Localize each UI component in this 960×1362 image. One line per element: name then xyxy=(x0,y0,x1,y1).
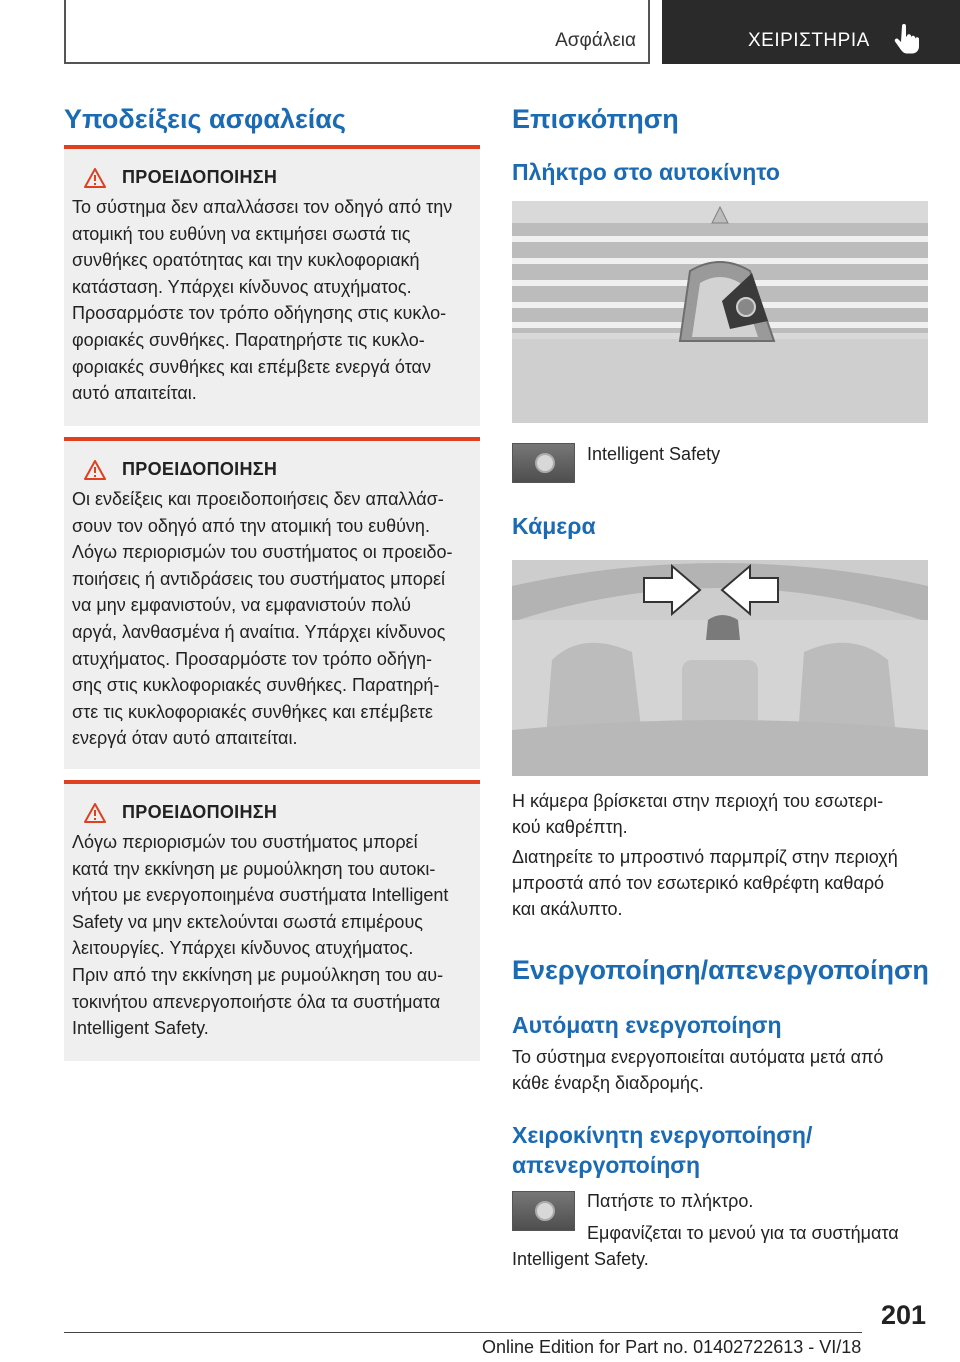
warning-text xyxy=(72,194,470,407)
text-line: απενεργοποίηση xyxy=(512,1152,701,1178)
warning-triangle-icon xyxy=(84,460,106,480)
button-in-vehicle-heading: Πλήκτρο στο αυτοκίνητο xyxy=(512,159,780,185)
footer-edition: Online Edition for Part no. 01402722613 - VI/18 xyxy=(482,1337,862,1357)
text-line: φοριακές συνθήκες. Παρατηρήστε τις κυκλο- xyxy=(72,329,425,350)
warning-box-2 xyxy=(64,437,480,769)
text-line: Χειροκίνητη ενεργοποίηση/ xyxy=(512,1122,813,1148)
header-chapter-tab xyxy=(662,0,960,64)
warning-triangle-icon xyxy=(84,168,106,188)
text-line: Intelligent Safety. xyxy=(72,1018,209,1039)
text-line: στε τις κυκλοφοριακές συνθήκες και επέμβετε xyxy=(72,701,433,722)
overview-heading: Επισκόπηση xyxy=(512,104,679,134)
header-section-frame xyxy=(64,0,650,64)
text-line: Intelligent Safety. xyxy=(512,1249,649,1269)
automatic-activation-heading: Αυτόματη ενεργοποίηση xyxy=(512,1012,782,1038)
header-chapter-title: ΧΕΙΡΙΣΤΗΡΙΑ xyxy=(748,30,870,51)
text-line: σης στις κυκλοφοριακές συνθήκες. Παρατηρή- xyxy=(72,675,440,696)
text-line: σουν τον οδηγό από την ατομική του ευθύνη. xyxy=(72,515,430,536)
text-line: και ακάλυπτο. xyxy=(512,899,623,919)
text-line: Safety να μην εκτελούνται σωστά επιμέρους xyxy=(72,911,423,932)
text-line: Εμφανίζεται το μενού για τα συστήματα xyxy=(587,1223,899,1243)
page-number: 201 xyxy=(880,1300,926,1330)
warning-box-3 xyxy=(64,780,480,1061)
camera-keep-clear-text xyxy=(512,844,928,922)
intelligent-safety-button-icon xyxy=(512,443,575,483)
text-line: Προσαρμόστε τον τρόπο οδήγησης στις κυκλο- xyxy=(72,303,447,324)
header-section-title: Ασφάλεια xyxy=(555,30,636,51)
warning-text xyxy=(72,486,470,752)
text-line: λειτουργίες. Υπάρχει κίνδυνος ατυχήματος. xyxy=(72,938,414,959)
dashboard-button-photo xyxy=(512,201,928,423)
manual-step-press-button: Πατήστε το πλήκτρο. xyxy=(587,1191,754,1211)
warning-title: ΠΡΟΕΙΔΟΠΟΙΗΣΗ xyxy=(122,167,278,187)
text-line: κού καθρέπτη. xyxy=(512,817,628,837)
interior-camera-photo xyxy=(512,560,928,776)
safety-notes-heading: Υποδείξεις ασφαλείας xyxy=(64,104,346,134)
text-line: Το σύστημα δεν απαλλάσσει τον οδηγό από την xyxy=(72,197,453,217)
hand-pointer-icon xyxy=(894,24,920,54)
text-line: κατάσταση. Υπάρχει κίνδυνος ατυχήματος. xyxy=(72,276,412,297)
text-line: Η κάμερα βρίσκεται στην περιοχή του εσωτερι- xyxy=(512,791,884,811)
manual-activation-heading xyxy=(512,1120,812,1180)
text-line: φοριακές συνθήκες και επέμβετε ενεργά όταν xyxy=(72,356,431,377)
warning-title: ΠΡΟΕΙΔΟΠΟΙΗΣΗ xyxy=(122,802,278,822)
activation-heading: Ενεργοποίηση/απενεργοποίηση xyxy=(512,955,929,985)
text-line: Οι ενδείξεις και προειδοποιήσεις δεν απαλλάσ- xyxy=(72,489,444,509)
text-line: νήτου με ενεργοποιημένα συστήματα Intelligent xyxy=(72,885,449,906)
text-line: Λόγω περιορισμών του συστήματος οι προειδο- xyxy=(72,542,453,563)
text-line: τοκινήτου απενεργοποιήστε όλα τα συστήματα xyxy=(72,991,441,1012)
text-line: κατά την εκκίνηση με ρυμούλκηση του αυτοκι- xyxy=(72,858,436,879)
text-line: ποιήσεις ή αντιδράσεις του συστήματος μπορεί xyxy=(72,568,446,589)
text-line: Λόγω περιορισμών του συστήματος μπορεί xyxy=(72,832,418,852)
text-line: κάθε έναρξη διαδρομής. xyxy=(512,1073,704,1093)
warning-title: ΠΡΟΕΙΔΟΠΟΙΗΣΗ xyxy=(122,459,278,479)
text-line: ατυχήματος. Προσαρμόστε τον τρόπο οδήγη- xyxy=(72,648,432,669)
text-line: να μην εμφανιστούν, να εμφανιστούν πολύ xyxy=(72,595,412,616)
intelligent-safety-label: Intelligent Safety xyxy=(587,444,721,464)
text-line: συνθήκες ορατότητας και την κυκλοφοριακή xyxy=(72,250,420,271)
automatic-activation-text xyxy=(512,1044,928,1096)
text-line: αργά, λανθασμένα ή αναίτια. Υπάρχει κίνδυνος xyxy=(72,621,446,642)
warning-triangle-icon xyxy=(84,803,106,823)
text-line: αυτό απαιτείται. xyxy=(72,383,197,404)
footer-divider xyxy=(64,1332,862,1333)
warning-box-1 xyxy=(64,145,480,426)
text-line: Διατηρείτε το μπροστινό παρμπρίζ στην περιοχή xyxy=(512,847,898,867)
text-line: Το σύστημα ενεργοποιείται αυτόματα μετά από xyxy=(512,1047,884,1067)
text-line: Πριν από την εκκίνηση με ρυμούλκηση του αυ- xyxy=(72,964,444,985)
manual-step-menu-text xyxy=(512,1220,928,1272)
text-line: μπροστά από τον εσωτερικό καθρέφτη καθαρό xyxy=(512,873,885,893)
text-line: ατομική του ευθύνη να εκτιμήσει σωστά τις xyxy=(72,223,411,244)
camera-heading: Κάμερα xyxy=(512,513,596,539)
text-line: ενεργά όταν αυτό απαιτείται. xyxy=(72,728,298,749)
warning-text xyxy=(72,829,470,1042)
camera-location-text xyxy=(512,788,928,840)
